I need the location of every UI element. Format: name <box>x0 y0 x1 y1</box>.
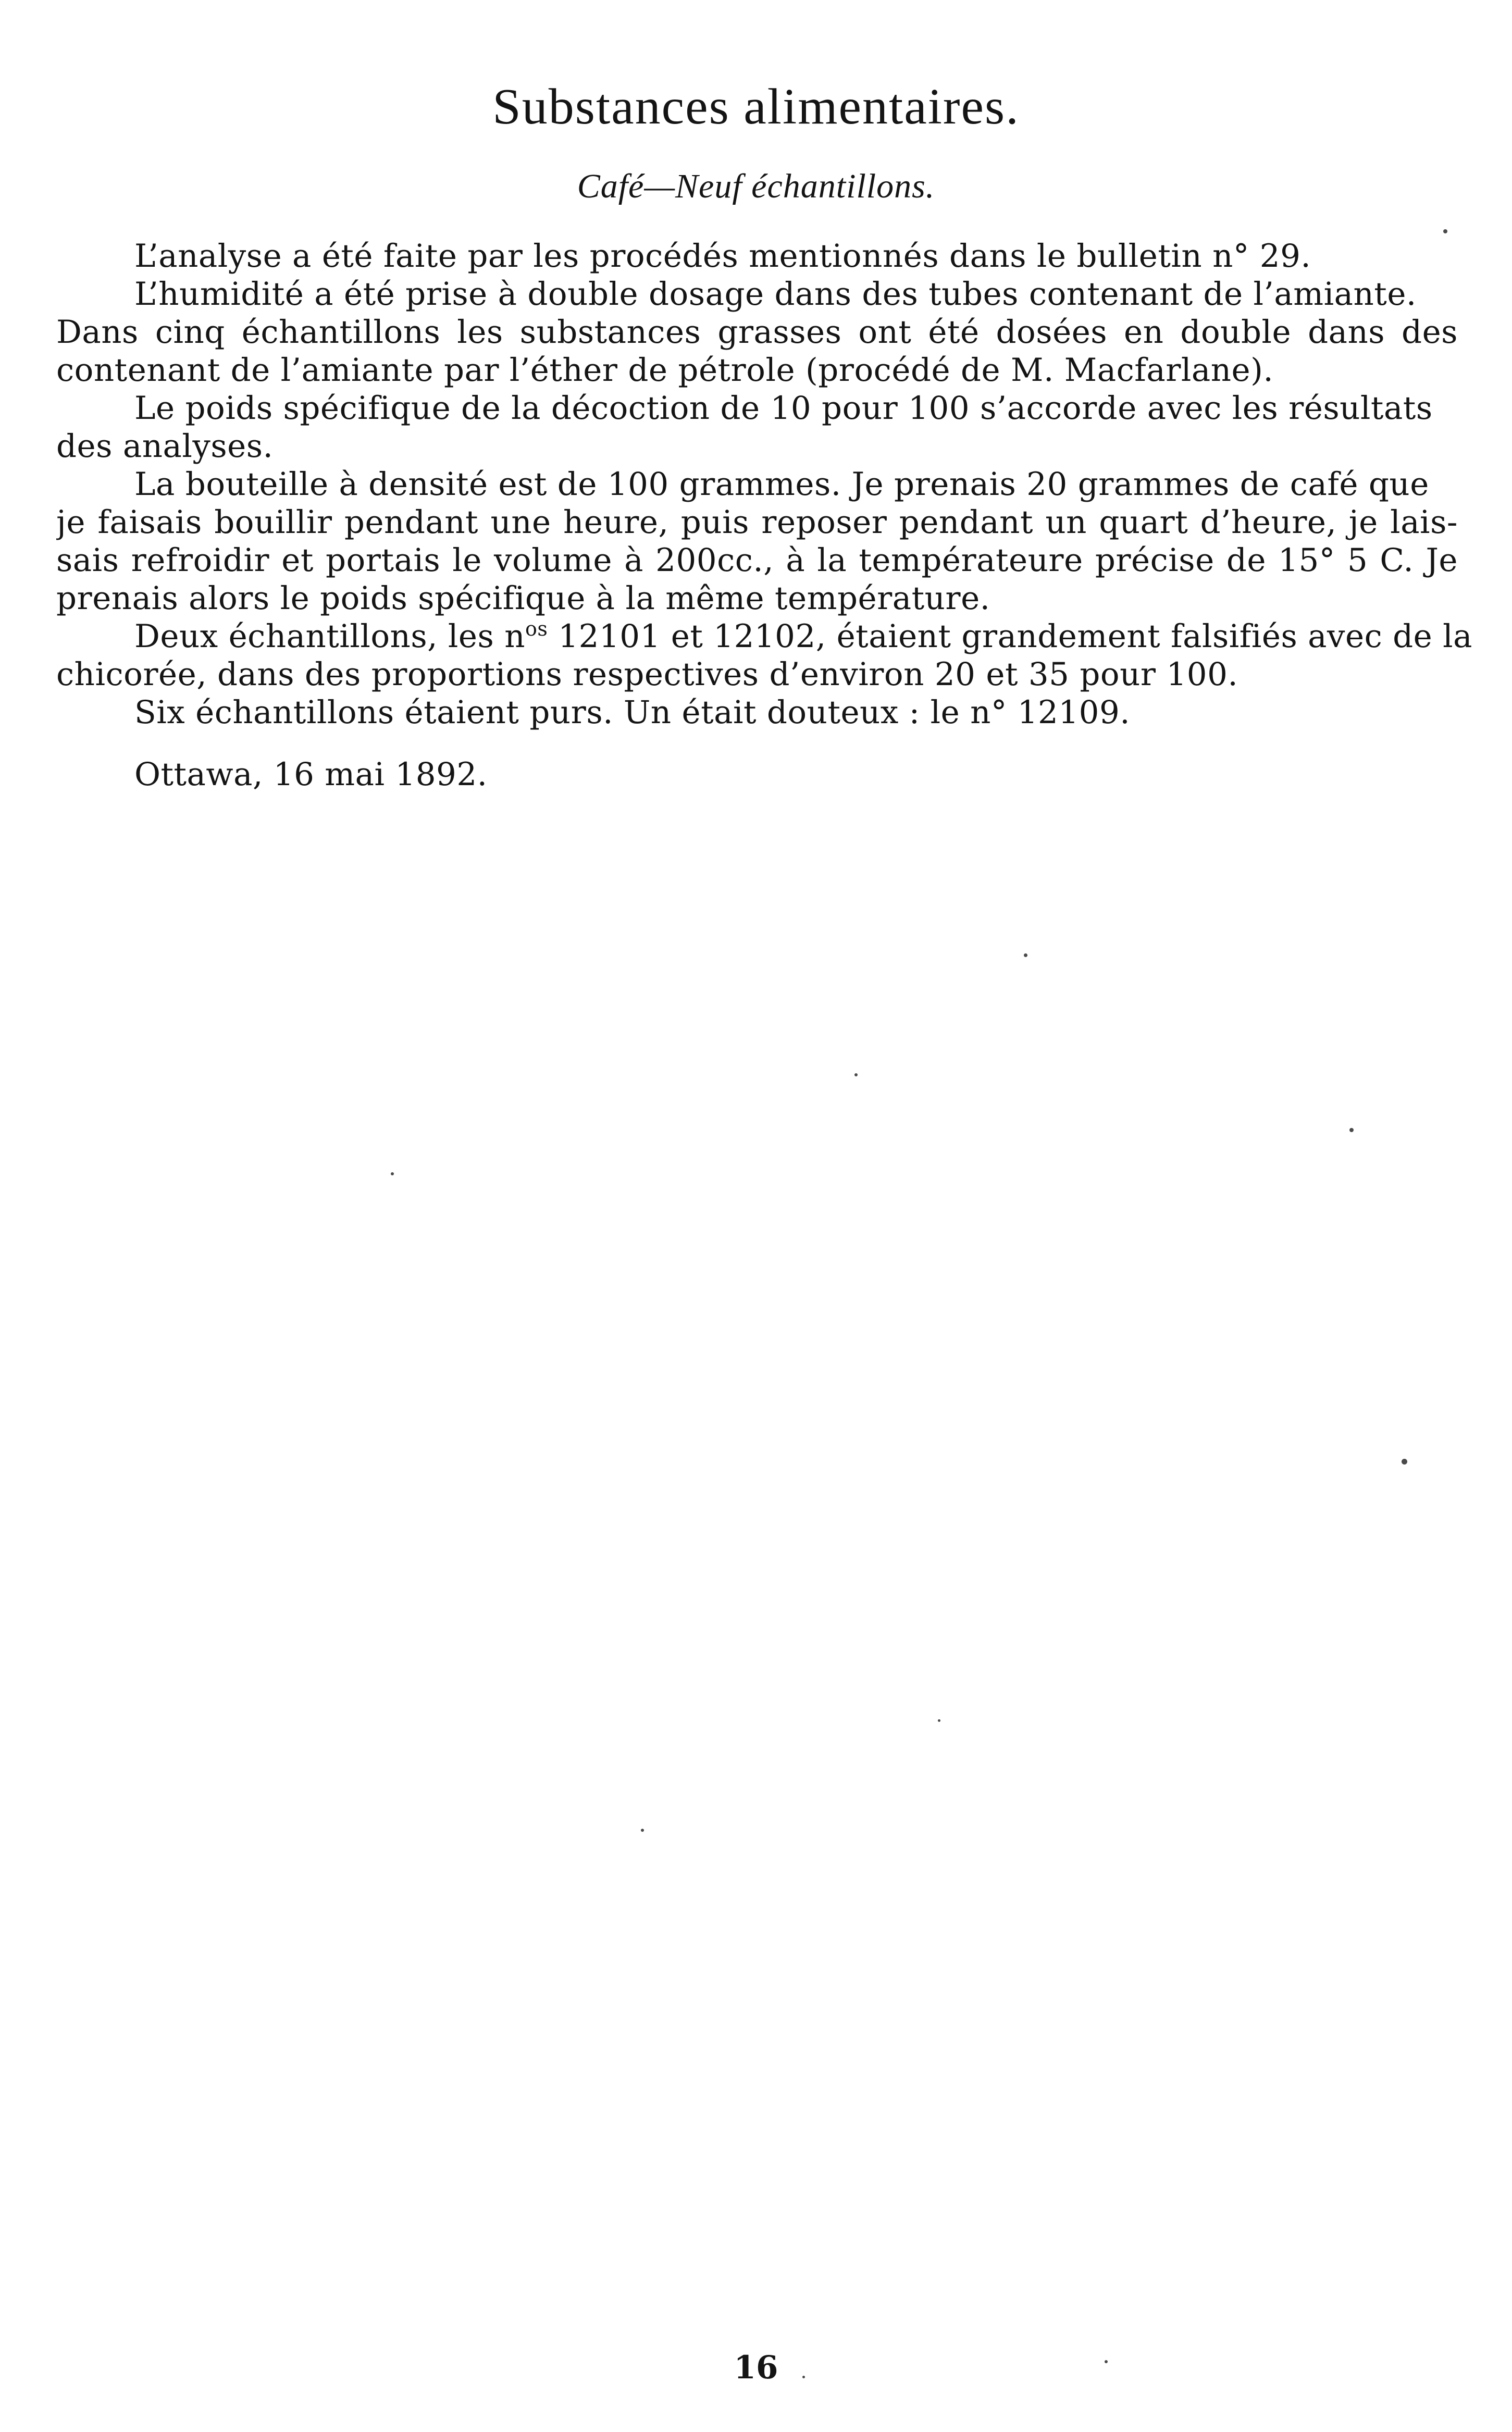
paragraph-1-line-1: L’analyse a été faite par les procédés mentionnés dans le bulletin n° 29. <box>134 238 1311 275</box>
scan-speck <box>1349 1128 1354 1132</box>
paragraph-5-line-1-start: Deux échantillons, les n <box>134 618 526 655</box>
paragraph-6-line-1: Six échantillons étaient purs. Un était douteux : le n° 12109. <box>134 694 1131 731</box>
scan-speck <box>854 1073 858 1076</box>
paragraph-5-line-2: chicorée, dans des proportions respectives d’environ 20 et 35 pour 100. <box>56 656 1238 693</box>
paragraph-2-line-3: contenant de l’amiante par l’éther de pétrole (procédé de M. Macfarlane). <box>56 352 1274 389</box>
paragraph-4-line-3: sais refroidir et portais le volume à 200cc., à la températeure précise de 15° 5 C. Je <box>56 542 1458 579</box>
page-subtitle: Café—Neuf échantillons. <box>577 167 935 205</box>
paragraph-5-line-1-end: 12101 et 12102, étaient grandement falsifiés avec de la <box>548 618 1473 655</box>
paragraph-2-line-1: L’humidité a été prise à double dosage dans des tubes contenant de l’amiante. <box>134 276 1417 313</box>
plural-number-superscript: os <box>525 617 548 640</box>
signoff-date: Ottawa, 16 mai 1892. <box>134 756 488 793</box>
paragraph-3-line-1: Le poids spécifique de la décoction de 10 pour 100 s’accorde avec les résultats <box>134 390 1433 427</box>
scan-speck <box>802 2376 805 2378</box>
scan-speck <box>938 1719 940 1722</box>
page-number: 16 <box>734 2349 778 2386</box>
paragraph-4-line-4: prenais alors le poids spécifique à la même température. <box>56 580 990 617</box>
body-text <box>56 237 1473 731</box>
paragraph-4-line-1: La bouteille à densité est de 100 grammes. Je prenais 20 grammes de café que <box>134 466 1429 503</box>
page-title: Substances alimentaires. <box>492 79 1020 135</box>
scan-speck <box>1024 953 1027 957</box>
scan-speck <box>1443 229 1447 233</box>
paragraph-3-line-2: des analyses. <box>56 428 274 465</box>
scan-speck <box>1105 2360 1108 2363</box>
paragraph-2-line-2: Dans cinq échantillons les substances grasses ont été dosées en double dans des <box>56 314 1458 351</box>
scan-speck <box>641 1829 644 1832</box>
paragraph-4-line-2: je faisais bouillir pendant une heure, puis reposer pendant un quart d’heure, je lais- <box>56 504 1458 541</box>
scan-speck <box>391 1172 394 1175</box>
scan-speck <box>1402 1459 1407 1465</box>
paragraph-5-line-1 <box>56 617 1473 655</box>
